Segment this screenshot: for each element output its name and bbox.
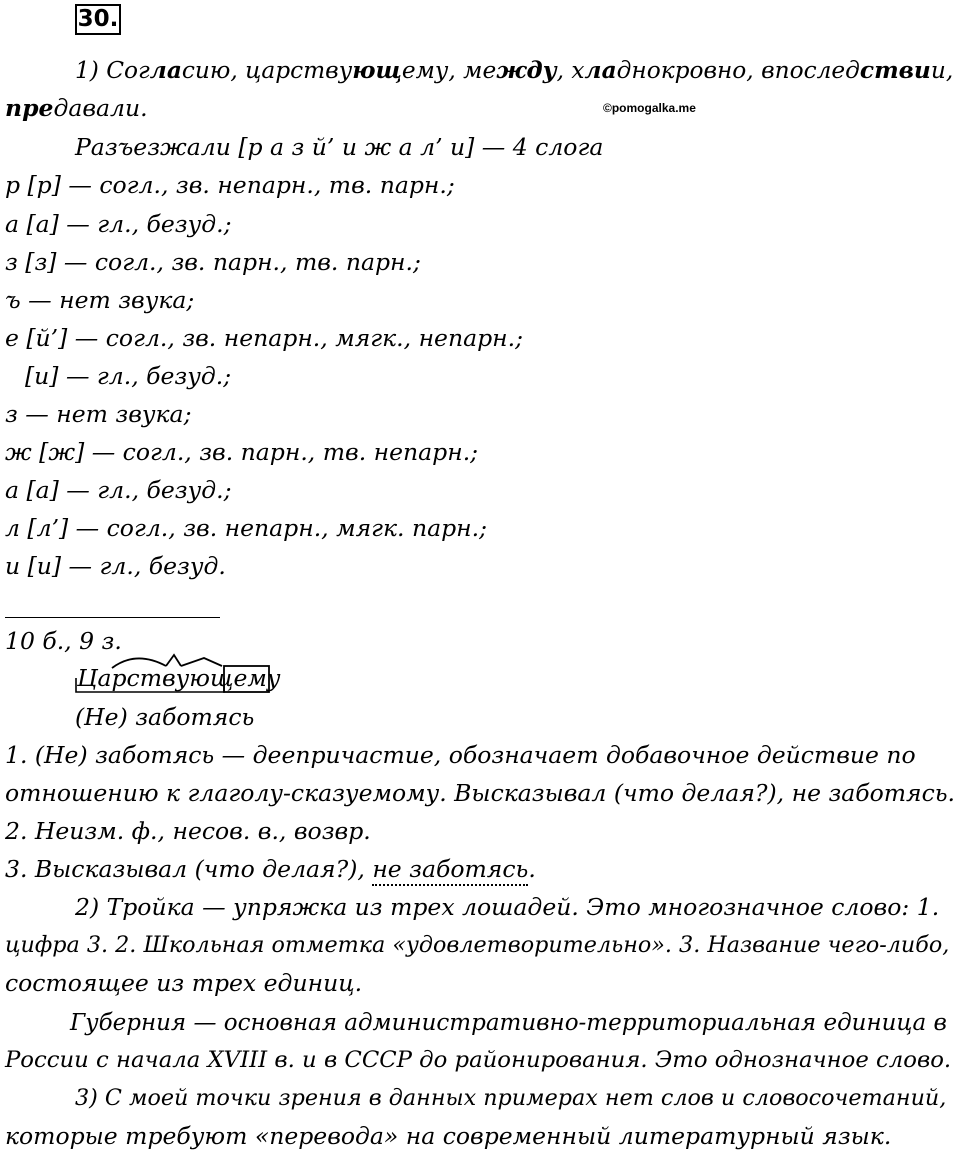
analysis-line: 1. (Не) заботясь — деепричастие, обозначает добавочное действие по	[5, 741, 916, 769]
text-segment: , х	[556, 57, 585, 84]
task-number: 30.	[75, 4, 121, 35]
phonetic-line: [и] — гл., безуд.;	[25, 362, 232, 390]
text-segment: 1) Сог	[75, 57, 150, 84]
analysis-line: 2. Неизм. ф., несов. в., возвр.	[5, 817, 371, 845]
morph-stem: Царствующ	[77, 664, 234, 692]
text-segment: днокровно, впослед	[616, 57, 860, 84]
stressed-letters: жду	[496, 57, 557, 84]
analysis-line: отношению к глаголу-сказуемому. Высказывал (что делая?), не заботясь.	[5, 779, 956, 807]
morph-ending: ему	[233, 664, 281, 692]
phonetic-line: е [й’] — согл., зв. непарн., мягк., непарн.;	[5, 324, 524, 352]
part2-line: цифра 3. 2. Школьная отметка «удовлетворительно». 3. Название чего-либо,	[5, 932, 950, 958]
part1-line1	[75, 56, 953, 86]
part3-line: которые требуют «перевода» на современный литературный язык.	[5, 1122, 892, 1150]
phonetic-line: з — нет звука;	[5, 400, 192, 428]
analysis-line	[5, 854, 536, 884]
text-segment: и,	[930, 57, 954, 84]
phonetic-line: р [р] — согл., зв. непарн., тв. парн.;	[5, 171, 455, 199]
adverbial-underlined: не заботясь	[372, 855, 528, 886]
part2-line: 2) Тройка — упряжка из трех лошадей. Это многозначное слово: 1.	[75, 893, 940, 921]
word-heading: (Не) заботясь	[75, 703, 255, 731]
part2-line: состоящее из трех единиц.	[5, 969, 363, 997]
part3-line: 3) С моей точки зрения в данных примерах нет слов и словосочетаний,	[75, 1085, 947, 1111]
phonetic-line: а [а] — гл., безуд.;	[5, 210, 232, 238]
stressed-letters: ла	[149, 57, 182, 84]
text-segment: ему, ме	[401, 57, 497, 84]
stressed-letters: ла	[584, 57, 617, 84]
phonetic-line: ж [ж] — согл., зв. парн., тв. непарн.;	[5, 438, 479, 466]
stressed-letters: ющ	[352, 57, 402, 84]
part2-line: Губерния — основная административно-территориальная единица в	[70, 1010, 947, 1036]
phonetic-header: Разъезжали [р а з й’ и ж а л’ и] — 4 слога	[75, 133, 604, 161]
separator-rule	[5, 617, 220, 618]
stressed-letters: пре	[5, 94, 54, 122]
phonetic-line: ъ — нет звука;	[5, 286, 195, 314]
letters-sounds-count: 10 б., 9 з.	[5, 627, 122, 655]
text-segment: сию, царству	[181, 57, 353, 84]
stressed-letters: стви	[859, 57, 931, 84]
watermark: ©pomogalka.me	[603, 101, 696, 115]
phonetic-line: з [з] — согл., зв. парн., тв. парн.;	[5, 248, 421, 276]
phonetic-line: л [л’] — согл., зв. непарн., мягк. парн.;	[5, 514, 488, 542]
text-segment: давали.	[53, 94, 148, 122]
phonetic-line: и [и] — гл., безуд.	[5, 552, 226, 580]
analysis-text: 3. Высказывал (что делая?),	[5, 855, 373, 883]
morph-word	[77, 663, 281, 693]
part2-line: России с начала XVIII в. и в СССР до районирования. Это однозначное слово.	[5, 1047, 952, 1073]
part1-line2	[5, 93, 148, 123]
analysis-text: .	[528, 855, 536, 883]
phonetic-line: а [а] — гл., безуд.;	[5, 476, 232, 504]
